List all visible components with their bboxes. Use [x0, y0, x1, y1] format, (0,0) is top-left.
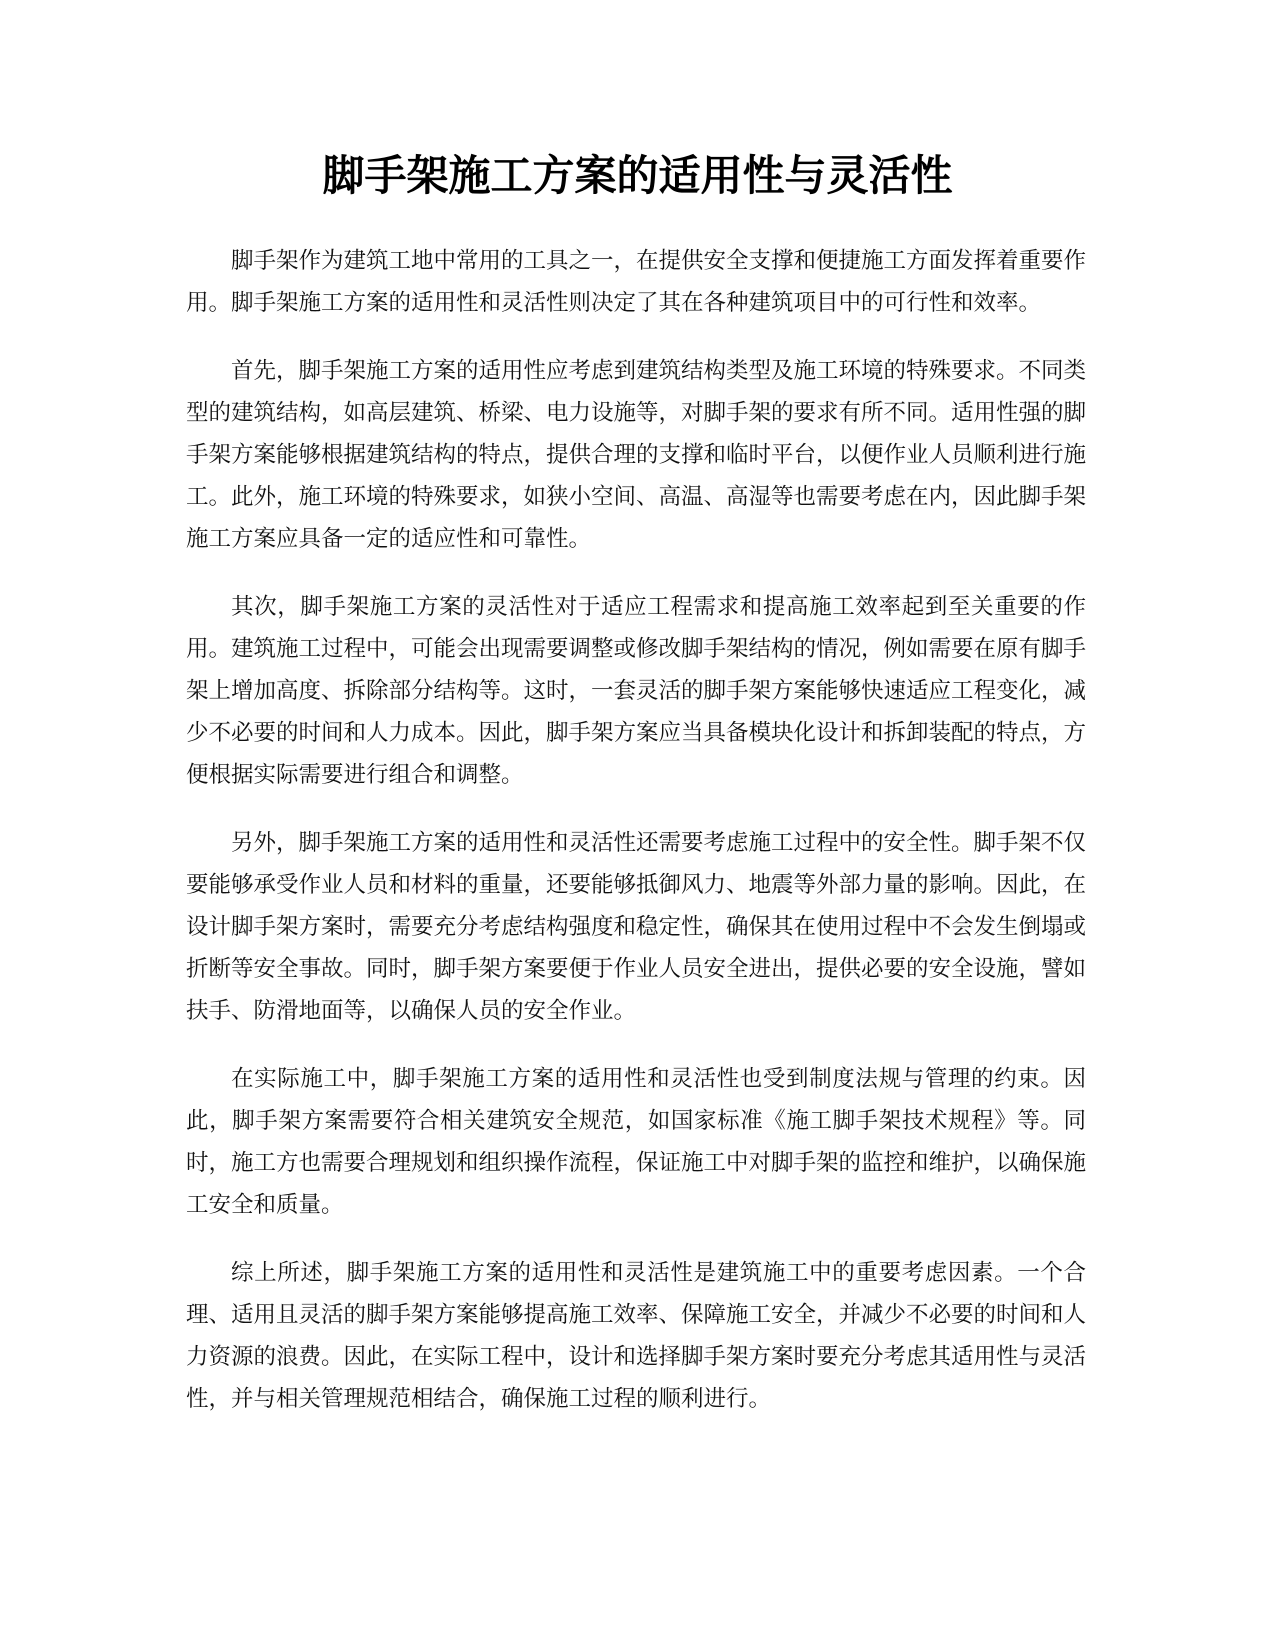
paragraph-conclusion: 综上所述，脚手架施工方案的适用性和灵活性是建筑施工中的重要考虑因素。一个合理、适用且灵活的脚手架方案能够提高施工效率、保障施工安全，并减少不必要的时间和人力资源的浪费。因此，在实际工程中，设计和选择脚手架方案时要充分考虑其适用性与灵活性，并与相关管理规范相结合，确保施工过程的顺利进行。: [186, 1260, 1087, 1412]
paragraph-intro: 脚手架作为建筑工地中常用的工具之一，在提供安全支撑和便捷施工方面发挥着重要作用。脚手架施工方案的适用性和灵活性则决定了其在各种建筑项目中的可行性和效率。: [186, 248, 1087, 316]
paragraph-safety: 另外，脚手架施工方案的适用性和灵活性还需要考虑施工过程中的安全性。脚手架不仅要能够承受作业人员和材料的重量，还要能够抵御风力、地震等外部力量的影响。因此，在设计脚手架方案时，需要充分考虑结构强度和稳定性，确保其在使用过程中不会发生倒塌或折断等安全事故。同时，脚手架方案要便于作业人员安全进出，提供必要的安全设施，譬如扶手、防滑地面等，以确保人员的安全作业。: [186, 830, 1087, 1024]
paragraph-regulations: 在实际施工中，脚手架施工方案的适用性和灵活性也受到制度法规与管理的约束。因此，脚手架方案需要符合相关建筑安全规范，如国家标准《施工脚手架技术规程》等。同时，施工方也需要合理规划和组织操作流程，保证施工中对脚手架的监控和维护，以确保施工安全和质量。: [186, 1066, 1087, 1218]
paragraph-flexibility: 其次，脚手架施工方案的灵活性对于适应工程需求和提高施工效率起到至关重要的作用。建筑施工过程中，可能会出现需要调整或修改脚手架结构的情况，例如需要在原有脚手架上增加高度、拆除部分结构等。这时，一套灵活的脚手架方案能够快速适应工程变化，减少不必要的时间和人力成本。因此，脚手架方案应当具备模块化设计和拆卸装配的特点，方便根据实际需要进行组合和调整。: [186, 594, 1087, 788]
document-title: 脚手架施工方案的适用性与灵活性: [322, 151, 953, 200]
document-body: [186, 240, 1086, 1446]
paragraph-applicability: 首先，脚手架施工方案的适用性应考虑到建筑结构类型及施工环境的特殊要求。不同类型的建筑结构，如高层建筑、桥梁、电力设施等，对脚手架的要求有所不同。适用性强的脚手架方案能够根据建筑结构的特点，提供合理的支撑和临时平台，以便作业人员顺利进行施工。此外，施工环境的特殊要求，如狭小空间、高温、高湿等也需要考虑在内，因此脚手架施工方案应具备一定的适应性和可靠性。: [186, 358, 1087, 552]
